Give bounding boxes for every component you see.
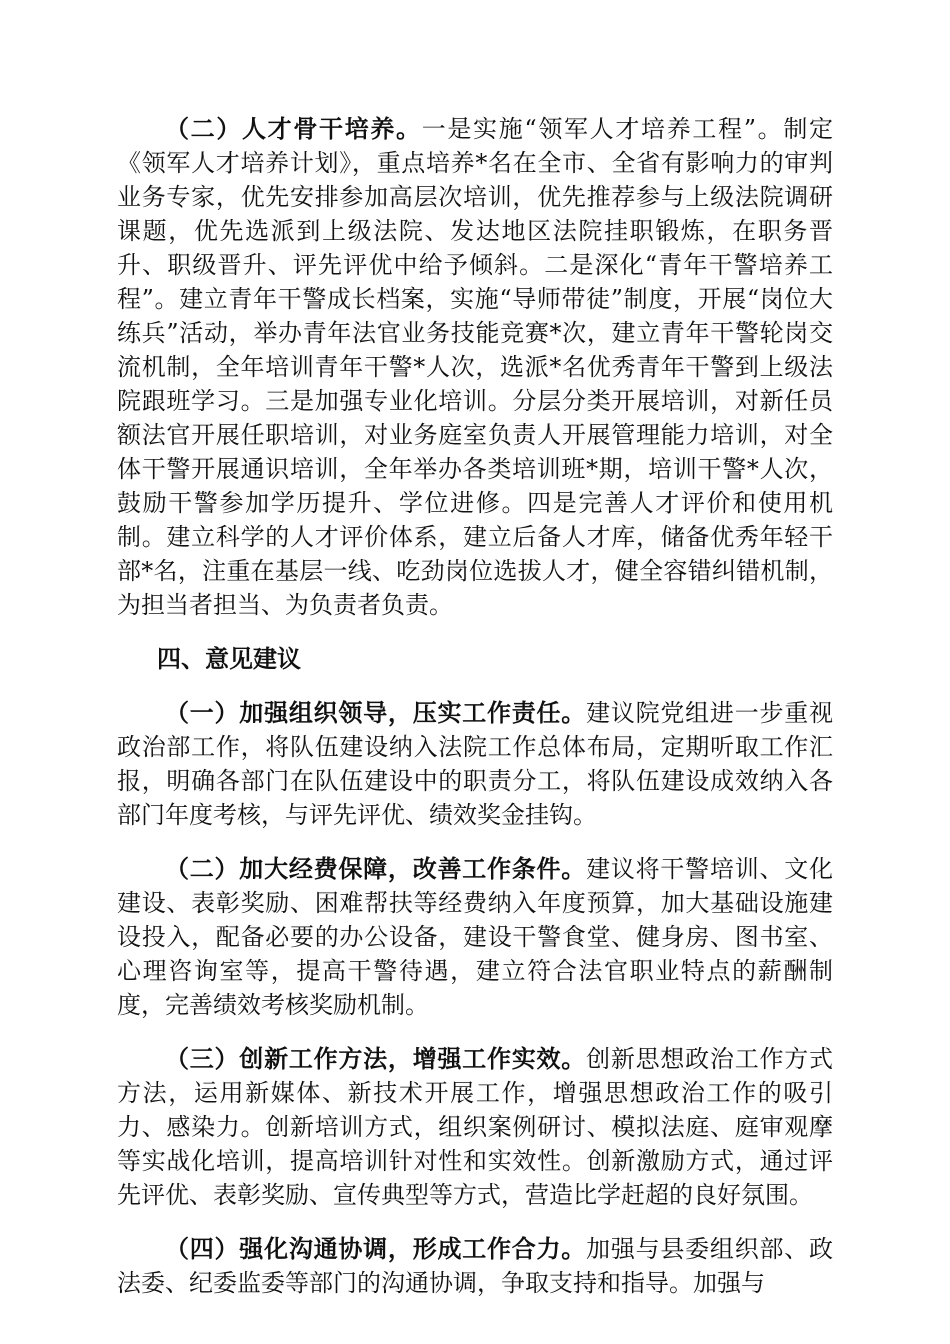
paragraph-body: 一是实施“领军人才培养工程”。制定《领军人才培养计划》，重点培养*名在全市、全省有影响力的审判业务专家，优先安排参加高层次培训，优先推荐参与上级法院调研课题，优先选派到上级法院、发达地区法院挂职锻炼，在职务晋升、职级晋升、评先评优中给予倾斜。二是深化“青年干警培养工程”。建立青年干警成长档案，实施“导师带徒”制度，开展“岗位大练兵”活动，举办青年法官业务技能竞赛*次，建立青年干警轮岗交流机制，全年培训青年干警*人次，选派*名优秀青年干警到上级法院跟班学习。三是加强专业化培训。分层分类开展培训，对新任员额法官开展任职培训，对业务庭室负责人开展管理能力培训，对全体干警开展通识培训，全年举办各类培训班*期，培训干警*人次，鼓励干警参加学历提升、学位进修。四是完善人才评价和使用机制。建立科学的人才评价体系，建立后备人才库，储备优秀年轻干部*名，注重在基层一线、吃劲岗位选拔人才，健全容错纠错机制，为担当者担当、为负责者负责。 — [117, 115, 833, 619]
suggestion-body: 建议将干警培训、文化建设、表彰奖励、困难帮扶等经费纳入年度预算，加大基础设施建设投入，配备必要的办公设备，建设干警食堂、健身房、图书室、心理咨询室等，提高干警待遇，建立符合法官职业特点的薪酬制度，完善绩效考核奖励机制。 — [117, 855, 834, 1019]
suggestion-lead: （二）加大经费保障，改善工作条件。 — [165, 855, 587, 883]
suggestion-1 — [117, 696, 833, 832]
suggestion-body: 创新思想政治工作方式方法，运用新媒体、新技术开展工作，增强思想政治工作的吸引力、感染力。创新培训方式，组织案例研讨、模拟法庭、庭审观摩等实战化培训，提高培训针对性和实效性。创新激励方式，通过评先评优、表彰奖励、宣传典型等方式，营造比学赶超的良好氛围。 — [117, 1045, 834, 1209]
suggestion-lead: （一）加强组织领导，压实工作责任。 — [165, 699, 587, 727]
paragraph-lead: （二）人才骨干培养。 — [165, 115, 422, 143]
paragraph-talent-cultivation — [117, 112, 833, 622]
suggestion-lead: （四）强化沟通协调，形成工作合力。 — [165, 1235, 587, 1263]
suggestion-2 — [117, 852, 833, 1022]
section-heading: 四、意见建议 — [157, 645, 301, 673]
suggestion-body: 加强与县委组织部、政法委、纪委监委等部门的沟通协调，争取支持和指导。加强与 — [117, 1235, 834, 1297]
document-page — [117, 112, 833, 1320]
suggestion-lead: （三）创新工作方法，增强工作实效。 — [165, 1045, 587, 1073]
suggestion-3 — [117, 1042, 833, 1212]
suggestion-4 — [117, 1232, 833, 1300]
suggestion-body: 建议院党组进一步重视政治部工作，将队伍建设纳入法院工作总体布局，定期听取工作汇报，明确各部门在队伍建设中的职责分工，将队伍建设成效纳入各部门年度考核，与评先评优、绩效奖金挂钩。 — [117, 699, 834, 829]
